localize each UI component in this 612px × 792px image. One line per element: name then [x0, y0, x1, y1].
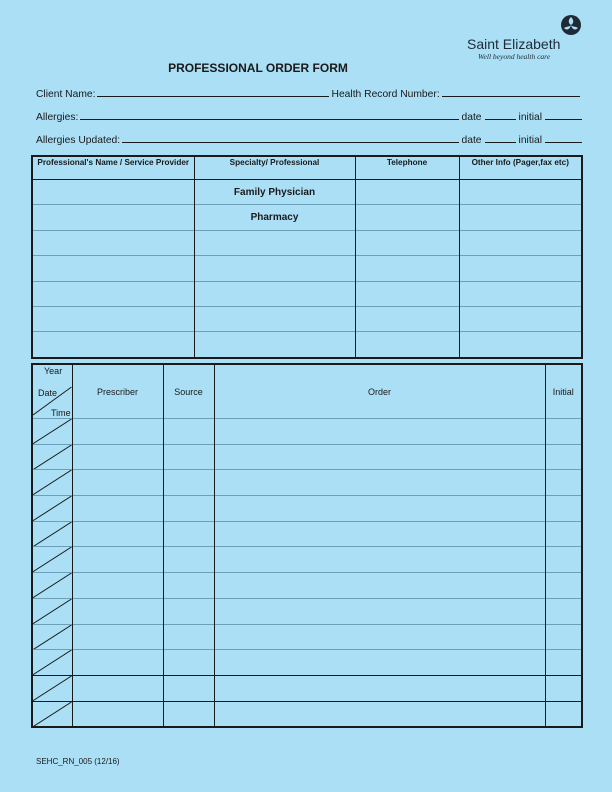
telephone-cell[interactable] — [355, 180, 459, 205]
order-cell[interactable] — [214, 650, 545, 676]
allergies-initial-label: initial — [518, 112, 542, 123]
prescriber-cell[interactable] — [72, 573, 163, 599]
source-cell[interactable] — [163, 573, 214, 599]
form-title: PROFESSIONAL ORDER FORM — [168, 61, 348, 75]
col-initial: Initial — [545, 364, 582, 419]
order-cell[interactable] — [214, 470, 545, 496]
order-row — [32, 496, 582, 522]
date-time-cell[interactable] — [32, 573, 72, 599]
client-name-label: Client Name: — [36, 89, 96, 100]
order-cell[interactable] — [214, 675, 545, 701]
col-other-info: Other Info (Pager,fax etc) — [459, 156, 582, 180]
orders-table — [31, 363, 583, 728]
order-row — [32, 547, 582, 573]
telephone-cell[interactable] — [355, 205, 459, 230]
client-name-field[interactable] — [97, 87, 329, 97]
prescriber-cell[interactable] — [72, 521, 163, 547]
date-time-cell[interactable] — [32, 701, 72, 727]
telephone-cell[interactable] — [355, 256, 459, 281]
other-info-cell[interactable] — [459, 205, 582, 230]
source-cell[interactable] — [163, 598, 214, 624]
col-telephone: Telephone — [355, 156, 459, 180]
specialty-cell[interactable] — [194, 281, 355, 306]
prescriber-cell[interactable] — [72, 496, 163, 522]
contact-row — [32, 281, 582, 306]
col-professional-name: Professional's Name / Service Provider — [32, 156, 194, 180]
source-cell[interactable] — [163, 419, 214, 445]
order-row — [32, 470, 582, 496]
date-time-cell[interactable] — [32, 470, 72, 496]
time-label: Time — [51, 408, 71, 418]
professional-contacts-table — [31, 155, 583, 359]
specialty-cell[interactable] — [194, 332, 355, 358]
order-row — [32, 419, 582, 445]
saint-elizabeth-logo-icon — [560, 14, 582, 36]
form-code: SEHC_RN_005 (12/16) — [36, 757, 120, 766]
telephone-cell[interactable] — [355, 306, 459, 331]
brand-tagline: Well beyond health care — [478, 52, 551, 61]
health-record-label: Health Record Number: — [331, 89, 440, 100]
order-cell[interactable] — [214, 624, 545, 650]
specialty-cell[interactable] — [194, 306, 355, 331]
order-cell[interactable] — [214, 444, 545, 470]
source-cell[interactable] — [163, 701, 214, 727]
specialty-cell[interactable] — [194, 256, 355, 281]
name-cell[interactable] — [32, 281, 194, 306]
source-cell[interactable] — [163, 496, 214, 522]
other-info-cell[interactable] — [459, 332, 582, 358]
brand-name: Saint Elizabeth — [467, 36, 561, 52]
order-cell[interactable] — [214, 547, 545, 573]
initial-cell[interactable] — [545, 573, 582, 599]
source-cell[interactable] — [163, 650, 214, 676]
col-prescriber: Prescriber — [72, 364, 163, 419]
date-time-cell[interactable] — [32, 675, 72, 701]
other-info-cell[interactable] — [459, 281, 582, 306]
prescriber-cell[interactable] — [72, 650, 163, 676]
initial-cell[interactable] — [545, 650, 582, 676]
initial-cell[interactable] — [545, 419, 582, 445]
source-cell[interactable] — [163, 470, 214, 496]
other-info-cell[interactable] — [459, 230, 582, 255]
telephone-cell[interactable] — [355, 332, 459, 358]
order-cell[interactable] — [214, 496, 545, 522]
allergies-updated-date-label: date — [461, 135, 482, 146]
source-cell[interactable] — [163, 624, 214, 650]
date-label: Date — [38, 388, 58, 398]
telephone-cell[interactable] — [355, 281, 459, 306]
order-cell[interactable] — [214, 701, 545, 727]
allergies-field[interactable] — [80, 110, 459, 120]
order-row — [32, 675, 582, 701]
initial-cell[interactable] — [545, 624, 582, 650]
prescriber-cell[interactable] — [72, 624, 163, 650]
allergies-updated-label: Allergies Updated: — [36, 135, 121, 146]
order-cell[interactable] — [214, 419, 545, 445]
contact-row — [32, 180, 582, 205]
date-time-cell[interactable] — [32, 547, 72, 573]
client-info-row — [36, 87, 582, 100]
date-time-cell[interactable] — [32, 496, 72, 522]
order-row — [32, 573, 582, 599]
col-year-date-time — [32, 364, 72, 419]
allergies-date-label: date — [461, 112, 482, 123]
allergies-updated-initial-label: initial — [518, 135, 542, 146]
initial-cell[interactable] — [545, 598, 582, 624]
order-cell[interactable] — [214, 573, 545, 599]
initial-cell[interactable] — [545, 496, 582, 522]
name-cell[interactable] — [32, 180, 194, 205]
name-cell[interactable] — [32, 230, 194, 255]
name-cell[interactable] — [32, 332, 194, 358]
prescriber-cell[interactable] — [72, 444, 163, 470]
col-specialty: Specialty/ Professional — [194, 156, 355, 180]
order-row — [32, 444, 582, 470]
prescriber-cell[interactable] — [72, 419, 163, 445]
other-info-cell[interactable] — [459, 180, 582, 205]
initial-cell[interactable] — [545, 444, 582, 470]
date-time-cell[interactable] — [32, 419, 72, 445]
allergies-initial-field[interactable] — [545, 110, 582, 120]
prescriber-cell[interactable] — [72, 675, 163, 701]
initial-cell[interactable] — [545, 547, 582, 573]
date-time-cell[interactable] — [32, 650, 72, 676]
initial-cell[interactable] — [545, 701, 582, 727]
order-row — [32, 598, 582, 624]
allergies-updated-row — [36, 133, 582, 146]
name-cell[interactable] — [32, 205, 194, 230]
source-cell[interactable] — [163, 444, 214, 470]
source-cell[interactable] — [163, 521, 214, 547]
health-record-field[interactable] — [442, 87, 580, 97]
order-row — [32, 701, 582, 727]
specialty-cell[interactable] — [194, 230, 355, 255]
specialty-cell[interactable]: Pharmacy — [194, 205, 355, 230]
initial-cell[interactable] — [545, 521, 582, 547]
order-cell[interactable] — [214, 521, 545, 547]
prescriber-cell[interactable] — [72, 547, 163, 573]
col-source: Source — [163, 364, 214, 419]
order-row — [32, 521, 582, 547]
contact-row — [32, 306, 582, 331]
name-cell[interactable] — [32, 306, 194, 331]
initial-cell[interactable] — [545, 470, 582, 496]
col-order: Order — [214, 364, 545, 419]
contact-row — [32, 205, 582, 230]
allergies-updated-date-field[interactable] — [485, 133, 516, 143]
initial-cell[interactable] — [545, 675, 582, 701]
other-info-cell[interactable] — [459, 256, 582, 281]
date-time-cell[interactable] — [32, 624, 72, 650]
telephone-cell[interactable] — [355, 230, 459, 255]
allergies-date-field[interactable] — [485, 110, 516, 120]
year-label: Year — [44, 366, 63, 376]
order-row — [32, 650, 582, 676]
allergies-updated-field[interactable] — [122, 133, 459, 143]
allergies-label: Allergies: — [36, 112, 79, 123]
order-row — [32, 624, 582, 650]
date-time-cell[interactable] — [32, 521, 72, 547]
allergies-row — [36, 110, 582, 123]
contact-row — [32, 256, 582, 281]
source-cell[interactable] — [163, 547, 214, 573]
prescriber-cell[interactable] — [72, 701, 163, 727]
order-cell[interactable] — [214, 598, 545, 624]
source-cell[interactable] — [163, 675, 214, 701]
specialty-cell[interactable]: Family Physician — [194, 180, 355, 205]
name-cell[interactable] — [32, 256, 194, 281]
prescriber-cell[interactable] — [72, 598, 163, 624]
contact-row — [32, 230, 582, 255]
contact-row — [32, 332, 582, 358]
other-info-cell[interactable] — [459, 306, 582, 331]
allergies-updated-initial-field[interactable] — [545, 133, 582, 143]
date-time-cell[interactable] — [32, 598, 72, 624]
date-time-cell[interactable] — [32, 444, 72, 470]
prescriber-cell[interactable] — [72, 470, 163, 496]
